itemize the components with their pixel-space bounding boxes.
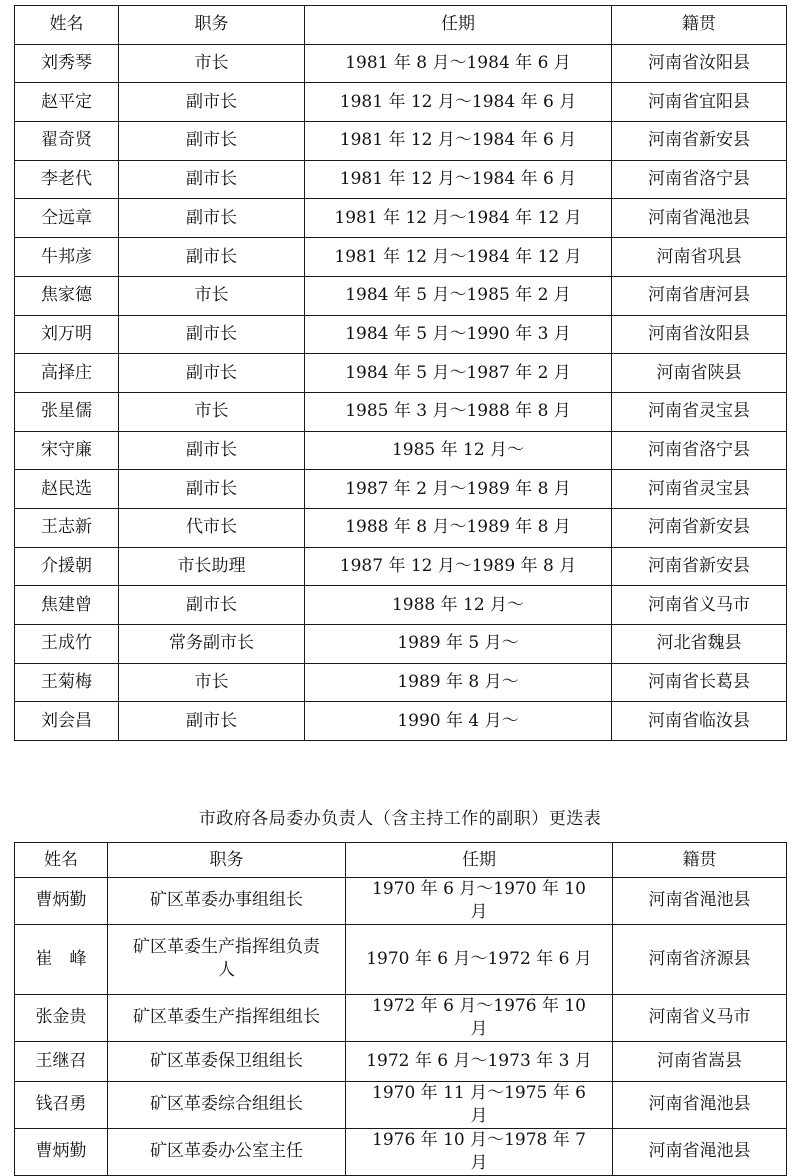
position-cell [119, 315, 305, 354]
term-cell [305, 44, 612, 83]
cell-text: 1981 年 12 月～1984 年 6 月 [339, 169, 577, 190]
cell-text: 1989 年 8 月～ [397, 672, 519, 693]
cell-text: 1985 年 3 月～1988 年 8 月 [345, 401, 571, 422]
cell-text: 河南省新安县 [648, 556, 750, 576]
cell-text: 钱召勇 [35, 1094, 87, 1115]
table-row [15, 1081, 787, 1128]
origin-cell [612, 122, 787, 161]
cell-text: 1988 年 12 月～ [391, 594, 525, 615]
term-cell [346, 924, 613, 994]
cell-text: 高择庄 [41, 362, 92, 383]
table-row [15, 547, 787, 586]
cell-text: 矿区革委综合组组长 [150, 1094, 303, 1115]
origin-cell [612, 470, 787, 509]
origin-cell [612, 586, 787, 625]
cell-text: 河南省灵宝县 [648, 478, 750, 499]
cell-text: 仝远章 [41, 207, 92, 228]
origin-cell [613, 1041, 787, 1081]
cell-text: 河南省临汝县 [648, 710, 750, 731]
position-cell [119, 122, 305, 161]
term-cell [305, 663, 612, 702]
origin-cell [612, 392, 787, 431]
name-cell [15, 354, 119, 393]
cell-text: 1984 年 5 月～1990 年 3 月 [345, 323, 571, 344]
cell-text: 副市长 [186, 130, 237, 151]
cell-text: 河南省唐河县 [648, 285, 750, 306]
cell-text: 1981 年 12 月～1984 年 12 月 [334, 246, 582, 267]
cell-text: 1984 年 5 月～1987 年 2 月 [345, 362, 571, 383]
cell-text: 1970 年 6 月～1970 年 10 月 [372, 879, 586, 922]
position-cell [119, 276, 305, 315]
origin-cell [612, 276, 787, 315]
cell-text: 王成竹 [41, 633, 92, 654]
cell-text: 1981 年 12 月～1984 年 12 月 [334, 207, 582, 228]
cell-text: 1972 年 6 月～1976 年 10 月 [372, 995, 586, 1039]
column-header: 姓名 [15, 6, 119, 45]
cell-text: 刘万明 [41, 323, 92, 344]
cell-text: 河南省济源县 [648, 948, 751, 969]
position-cell [119, 508, 305, 547]
cell-text: 1984 年 5 月～1985 年 2 月 [345, 285, 571, 306]
cell-text: 河南省宜阳县 [648, 91, 750, 112]
name-cell [15, 586, 119, 625]
column-header: 任期 [305, 6, 612, 45]
cell-text: 副市长 [186, 594, 237, 615]
cell-text: 河北省魏县 [656, 633, 742, 654]
name-cell [15, 702, 119, 741]
name-cell [15, 1081, 108, 1128]
officials-table [14, 5, 787, 741]
table2-caption: 市政府各局委办负责人（含主持工作的副职）更迭表 [198, 809, 602, 829]
position-cell [119, 238, 305, 277]
name-cell [15, 924, 108, 994]
column-header: 职务 [119, 6, 305, 45]
bureau-heads-table [14, 842, 787, 1176]
column-header: 职务 [108, 843, 346, 878]
cell-text: 副市长 [186, 323, 237, 344]
cell-text: 矿区革委生产指挥组负责人 [133, 937, 320, 981]
table-row [15, 994, 787, 1041]
position-cell [119, 160, 305, 199]
table-row [15, 392, 787, 431]
table-row [15, 44, 787, 83]
cell-text: 市长 [194, 53, 229, 74]
position-cell [119, 83, 305, 122]
origin-cell [612, 83, 787, 122]
cell-text: 河南省长葛县 [648, 672, 750, 693]
table-row [15, 702, 787, 741]
table-row [15, 276, 787, 315]
cell-text: 河南省新安县 [648, 517, 750, 538]
origin-cell [612, 160, 787, 199]
cell-text: 市长 [194, 672, 229, 693]
cell-text: 焦家德 [41, 285, 92, 306]
term-cell [305, 238, 612, 277]
cell-text: 河南省汝阳县 [648, 53, 750, 74]
term-cell [346, 994, 613, 1041]
cell-text: 代市长 [186, 517, 237, 538]
cell-text: 李老代 [41, 169, 92, 190]
position-cell [108, 878, 346, 925]
cell-text: 河南省渑池县 [648, 890, 751, 911]
name-cell [15, 547, 119, 586]
table-row [15, 199, 787, 238]
term-cell [305, 625, 612, 664]
cell-text: 常务副市长 [169, 633, 254, 654]
cell-text: 河南省渑池县 [648, 1141, 751, 1162]
term-cell [346, 1128, 613, 1175]
table-row [15, 470, 787, 509]
cell-text: 河南省陕县 [656, 362, 742, 383]
position-cell [119, 547, 305, 586]
cell-text: 1976 年 10 月～1978 年 7 月 [372, 1129, 586, 1173]
cell-text: 崔 峰 [35, 948, 87, 969]
table-row [15, 1128, 787, 1175]
table-row [15, 1041, 787, 1081]
origin-cell [612, 354, 787, 393]
origin-cell [613, 924, 787, 994]
position-cell [119, 586, 305, 625]
cell-text: 翟奇贤 [41, 130, 92, 151]
position-cell [119, 44, 305, 83]
term-cell [305, 122, 612, 161]
table-row [15, 315, 787, 354]
name-cell [15, 994, 108, 1041]
header-row [15, 843, 787, 878]
column-header: 任期 [346, 843, 613, 878]
term-cell [346, 878, 613, 925]
origin-cell [612, 315, 787, 354]
cell-text: 河南省渑池县 [648, 1094, 751, 1115]
cell-text: 副市长 [186, 207, 237, 228]
position-cell [119, 663, 305, 702]
term-cell [305, 702, 612, 741]
cell-text: 1985 年 12 月～ [391, 439, 525, 460]
position-cell [108, 994, 346, 1041]
cell-text: 河南省汝阳县 [648, 323, 750, 344]
origin-cell [613, 1128, 787, 1175]
term-cell [305, 315, 612, 354]
name-cell [15, 160, 119, 199]
cell-text: 市长助理 [177, 556, 246, 576]
cell-text: 副市长 [186, 91, 237, 112]
table-row [15, 83, 787, 122]
position-cell [119, 354, 305, 393]
name-cell [15, 1041, 108, 1081]
table-row [15, 238, 787, 277]
cell-text: 河南省嵩县 [657, 1050, 742, 1071]
origin-cell [612, 625, 787, 664]
term-cell [305, 431, 612, 470]
name-cell [15, 1128, 108, 1175]
origin-cell [612, 199, 787, 238]
cell-text: 河南省义马市 [648, 594, 750, 615]
cell-text: 1981 年 12 月～1984 年 6 月 [339, 130, 577, 151]
origin-cell [613, 994, 787, 1041]
cell-text: 王菊梅 [41, 672, 92, 693]
cell-text: 河南省洛宁县 [648, 169, 750, 190]
term-cell [305, 547, 612, 586]
term-cell [305, 83, 612, 122]
cell-text: 1981 年 12 月～1984 年 6 月 [339, 91, 577, 112]
column-header: 籍贯 [612, 6, 787, 45]
term-cell [305, 354, 612, 393]
cell-text: 1989 年 5 月～ [397, 633, 519, 654]
cell-text: 副市长 [186, 246, 237, 267]
position-cell [119, 392, 305, 431]
name-cell [15, 44, 119, 83]
cell-text: 1970 年 6 月～1972 年 6 月 [366, 948, 592, 969]
origin-cell [612, 508, 787, 547]
cell-text: 曹炳勤 [35, 1141, 87, 1162]
cell-text: 市长 [194, 285, 229, 306]
cell-text: 矿区革委保卫组组长 [150, 1050, 303, 1071]
cell-text: 张金贵 [35, 1007, 87, 1028]
name-cell [15, 83, 119, 122]
position-cell [119, 470, 305, 509]
table-row [15, 586, 787, 625]
term-cell [305, 508, 612, 547]
cell-text: 1988 年 8 月～1989 年 8 月 [345, 517, 571, 538]
cell-text: 河南省灵宝县 [648, 401, 750, 422]
name-cell [15, 392, 119, 431]
column-header: 籍贯 [613, 843, 787, 878]
cell-text: 1987 年 12 月～1989 年 8 月 [339, 556, 577, 576]
name-cell [15, 878, 108, 925]
header-row [15, 6, 787, 45]
position-cell [119, 199, 305, 238]
table-row [15, 924, 787, 994]
cell-text: 王继召 [35, 1050, 87, 1071]
cell-text: 1970 年 11 月～1975 年 6 月 [372, 1082, 586, 1126]
table-row [15, 508, 787, 547]
table-row [15, 625, 787, 664]
name-cell [15, 122, 119, 161]
cell-text: 焦建曾 [41, 594, 92, 615]
name-cell [15, 276, 119, 315]
cell-text: 矿区革委办事组组长 [150, 890, 303, 911]
cell-text: 曹炳勤 [35, 890, 87, 911]
table-row [15, 663, 787, 702]
cell-text: 王志新 [41, 517, 92, 538]
cell-text: 介援朝 [41, 556, 92, 576]
term-cell [346, 1081, 613, 1128]
origin-cell [613, 1081, 787, 1128]
cell-text: 副市长 [186, 169, 237, 190]
cell-text: 河南省巩县 [656, 246, 742, 267]
cell-text: 副市长 [186, 362, 237, 383]
cell-text: 宋守廉 [41, 439, 92, 460]
cell-text: 牛邦彦 [41, 246, 92, 267]
cell-text: 张星儒 [41, 401, 92, 422]
origin-cell [612, 547, 787, 586]
position-cell [108, 1041, 346, 1081]
origin-cell [613, 878, 787, 925]
cell-text: 河南省洛宁县 [648, 439, 750, 460]
cell-text: 赵平定 [41, 91, 92, 112]
cell-text: 刘秀琴 [41, 53, 92, 74]
name-cell [15, 508, 119, 547]
name-cell [15, 238, 119, 277]
table-row [15, 878, 787, 925]
cell-text: 1972 年 6 月～1973 年 3 月 [366, 1050, 592, 1071]
name-cell [15, 199, 119, 238]
term-cell [305, 392, 612, 431]
cell-text: 1987 年 2 月～1989 年 8 月 [345, 478, 571, 499]
position-cell [119, 431, 305, 470]
name-cell [15, 470, 119, 509]
position-cell [108, 1081, 346, 1128]
name-cell [15, 625, 119, 664]
table-row [15, 122, 787, 161]
cell-text: 河南省新安县 [648, 130, 750, 151]
origin-cell [612, 702, 787, 741]
origin-cell [612, 431, 787, 470]
table-row [15, 431, 787, 470]
column-header: 姓名 [15, 843, 108, 878]
cell-text: 副市长 [186, 439, 237, 460]
cell-text: 刘会昌 [41, 710, 92, 731]
term-cell [305, 199, 612, 238]
term-cell [305, 160, 612, 199]
cell-text: 河南省义马市 [648, 1007, 751, 1028]
position-cell [108, 1128, 346, 1175]
cell-text: 河南省渑池县 [648, 207, 750, 228]
origin-cell [612, 44, 787, 83]
term-cell [305, 470, 612, 509]
table-row [15, 160, 787, 199]
cell-text: 1981 年 8 月～1984 年 6 月 [345, 53, 571, 74]
table-row [15, 354, 787, 393]
origin-cell [612, 238, 787, 277]
cell-text: 副市长 [186, 478, 237, 499]
position-cell [119, 702, 305, 741]
position-cell [108, 924, 346, 994]
position-cell [119, 625, 305, 664]
name-cell [15, 663, 119, 702]
name-cell [15, 315, 119, 354]
term-cell [305, 586, 612, 625]
cell-text: 赵民选 [41, 478, 92, 499]
origin-cell [612, 663, 787, 702]
term-cell [346, 1041, 613, 1081]
cell-text: 1990 年 4 月～ [397, 710, 519, 731]
name-cell [15, 431, 119, 470]
cell-text: 市长 [194, 401, 229, 422]
cell-text: 矿区革委办公室主任 [150, 1141, 303, 1162]
term-cell [305, 276, 612, 315]
cell-text: 副市长 [186, 710, 237, 731]
cell-text: 矿区革委生产指挥组组长 [133, 1007, 320, 1028]
